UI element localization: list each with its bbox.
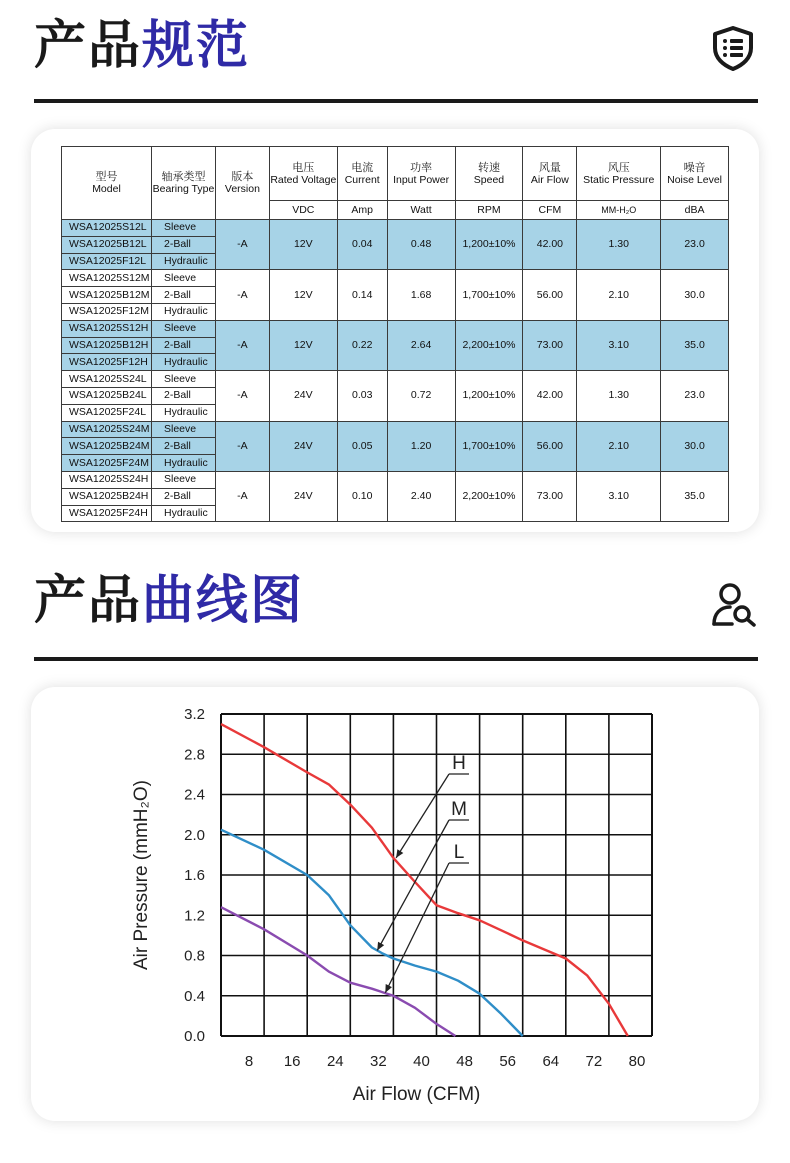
model-cell: WSA12025B12M [62, 287, 152, 304]
airflow-cell: 56.00 [523, 421, 577, 471]
model-cell: WSA12025B12H [62, 337, 152, 354]
model-cell: WSA12025S24L [62, 371, 152, 388]
x-tick-label: 32 [370, 1053, 387, 1070]
bearing-cell: Hydraulic [151, 505, 215, 522]
airflow-cell: 42.00 [523, 220, 577, 270]
bearing-cell: 2-Ball [151, 387, 215, 404]
y-tick-label: 0.4 [184, 987, 205, 1005]
power-cell: 1.20 [387, 421, 455, 471]
user-search-icon[interactable] [710, 580, 758, 628]
version-cell: -A [215, 371, 269, 421]
voltage-cell: 24V [269, 371, 337, 421]
header-zh: 电压 [292, 160, 315, 174]
model-cell: WSA12025S24H [62, 471, 152, 488]
header-zh: 功率 [410, 160, 433, 174]
bearing-cell: Sleeve [151, 421, 215, 438]
airflow-cell: 56.00 [523, 270, 577, 320]
curve-section-title [34, 571, 305, 631]
x-tick-label: 80 [628, 1053, 646, 1070]
header-unit: Watt [387, 201, 455, 220]
header-en: Rated Voltage [270, 173, 337, 186]
x-tick-label: 56 [499, 1053, 517, 1070]
shield-list-icon[interactable] [709, 24, 757, 72]
header-cell [455, 147, 523, 201]
bearing-cell: 2-Ball [151, 287, 215, 304]
y-tick-label: 3.2 [184, 706, 205, 723]
header-en: Noise Level [667, 173, 722, 186]
x-tick-label: 24 [326, 1053, 344, 1070]
y-tick-label: 1.6 [184, 867, 205, 884]
bearing-cell: Sleeve [151, 220, 215, 237]
header-zh: 轴承类型 [161, 170, 206, 183]
voltage-cell: 24V [269, 421, 337, 471]
model-cell: WSA12025S12L [62, 220, 152, 237]
pq-curve-chart [31, 687, 759, 1121]
noise-cell: 23.0 [661, 371, 729, 421]
header-cell [387, 147, 455, 201]
y-tick-label: 2.0 [184, 826, 205, 844]
bearing-cell: 2-Ball [151, 438, 215, 455]
power-cell: 0.48 [387, 220, 455, 270]
x-axis-label: Air Flow (CFM) [352, 1084, 481, 1105]
header-unit: CFM [523, 201, 577, 220]
header-unit: RPM [455, 201, 523, 220]
header-zh: 转速 [477, 160, 500, 174]
bearing-cell: Hydraulic [151, 354, 215, 371]
header-en: Static Pressure [583, 173, 655, 186]
version-cell: -A [215, 471, 269, 521]
header-zh: 型号 [95, 170, 118, 183]
header-unit: MM-H₂O [577, 201, 661, 220]
voltage-cell: 24V [269, 471, 337, 521]
y-tick-label: 0.0 [184, 1028, 205, 1045]
voltage-cell: 12V [269, 220, 337, 270]
header-cell [215, 147, 269, 220]
power-cell: 1.68 [387, 270, 455, 320]
airflow-cell: 42.00 [523, 371, 577, 421]
version-cell: -A [215, 421, 269, 471]
model-cell: WSA12025B24M [62, 438, 152, 455]
speed-cell: 1,200±10% [455, 371, 523, 421]
model-cell: WSA12025F12H [62, 354, 152, 371]
power-cell: 0.72 [387, 371, 455, 421]
curve-divider [34, 657, 758, 661]
header-zh: 版本 [231, 170, 254, 183]
noise-cell: 30.0 [661, 270, 729, 320]
noise-cell: 35.0 [661, 471, 729, 521]
pressure-cell: 1.30 [577, 371, 661, 421]
header-cell [337, 147, 387, 201]
airflow-cell: 73.00 [523, 320, 577, 370]
annotation-label-h: H [452, 753, 466, 774]
header-cell [62, 147, 152, 220]
header-en: Air Flow [530, 173, 569, 186]
header-en: Bearing Type [152, 183, 215, 195]
spec-section-title [34, 16, 251, 76]
model-cell: WSA12025S12H [62, 320, 152, 337]
speed-cell: 1,700±10% [455, 270, 523, 320]
spec-title-accent: 规范 [142, 16, 251, 76]
pressure-cell: 2.10 [577, 270, 661, 320]
header-cell [523, 147, 577, 201]
power-cell: 2.40 [387, 471, 455, 521]
bearing-cell: Hydraulic [151, 303, 215, 320]
y-tick-label: 1.2 [184, 907, 205, 925]
pressure-cell: 3.10 [577, 320, 661, 370]
table-row [62, 421, 729, 438]
voltage-cell: 12V [269, 270, 337, 320]
header-en: Model [92, 183, 121, 195]
current-cell: 0.10 [337, 471, 387, 521]
header-unit: VDC [269, 201, 337, 220]
bearing-cell: 2-Ball [151, 488, 215, 505]
header-zh: 风量 [538, 160, 561, 174]
spec-table [61, 146, 729, 522]
model-cell: WSA12025S24M [62, 421, 152, 438]
model-cell: WSA12025F24M [62, 455, 152, 472]
header-en: Speed [473, 173, 505, 186]
pressure-cell: 2.10 [577, 421, 661, 471]
version-cell: -A [215, 270, 269, 320]
voltage-cell: 12V [269, 320, 337, 370]
pressure-cell: 1.30 [577, 220, 661, 270]
table-row [62, 471, 729, 488]
header-en: Version [224, 183, 260, 195]
x-tick-label: 64 [542, 1053, 560, 1070]
bearing-cell: Hydraulic [151, 455, 215, 472]
y-axis-label: Air Pressure (mmH₂O) [131, 780, 152, 970]
model-cell: WSA12025F24H [62, 505, 152, 522]
version-cell: -A [215, 220, 269, 270]
header-zh: 噪音 [683, 160, 706, 174]
curve-title-accent: 曲线图 [142, 571, 305, 631]
bearing-cell: Sleeve [151, 320, 215, 337]
model-cell: WSA12025B12L [62, 236, 152, 253]
x-tick-label: 16 [283, 1053, 301, 1070]
x-tick-label: 40 [413, 1053, 430, 1070]
noise-cell: 35.0 [661, 320, 729, 370]
model-cell: WSA12025F12M [62, 303, 152, 320]
noise-cell: 30.0 [661, 421, 729, 471]
speed-cell: 2,200±10% [455, 471, 523, 521]
header-cell [661, 147, 729, 201]
y-tick-label: 2.8 [184, 746, 205, 764]
speed-cell: 1,200±10% [455, 220, 523, 270]
speed-cell: 2,200±10% [455, 320, 523, 370]
series-line-m [221, 830, 523, 1036]
table-row [62, 220, 729, 237]
pressure-cell: 3.10 [577, 471, 661, 521]
curve-title-main: 产品 [34, 571, 143, 631]
bearing-cell: Hydraulic [151, 253, 215, 270]
bearing-cell: 2-Ball [151, 236, 215, 253]
model-cell: WSA12025F24L [62, 404, 152, 421]
bearing-cell: Sleeve [151, 371, 215, 388]
model-cell: WSA12025F12L [62, 253, 152, 270]
bearing-cell: Sleeve [151, 270, 215, 287]
bearing-cell: 2-Ball [151, 337, 215, 354]
annotation-arrow-h [396, 774, 449, 858]
table-row [62, 371, 729, 388]
spec-title-main: 产品 [34, 16, 143, 76]
current-cell: 0.14 [337, 270, 387, 320]
model-cell: WSA12025B24L [62, 387, 152, 404]
current-cell: 0.05 [337, 421, 387, 471]
arrowhead [396, 849, 403, 858]
curve-card [31, 687, 759, 1121]
header-unit: dBA [661, 201, 729, 220]
y-tick-label: 2.4 [184, 786, 205, 804]
version-cell: -A [215, 320, 269, 370]
spec-divider [34, 99, 758, 103]
header-zh: 电流 [351, 160, 374, 174]
header-zh: 风压 [607, 160, 630, 174]
noise-cell: 23.0 [661, 220, 729, 270]
x-tick-label: 8 [244, 1053, 254, 1070]
x-tick-label: 72 [585, 1053, 603, 1070]
speed-cell: 1,700±10% [455, 421, 523, 471]
y-tick-label: 0.8 [184, 947, 205, 965]
header-en: Current [344, 173, 380, 186]
current-cell: 0.22 [337, 320, 387, 370]
header-unit: Amp [337, 201, 387, 220]
bearing-cell: Hydraulic [151, 404, 215, 421]
power-cell: 2.64 [387, 320, 455, 370]
model-cell: WSA12025S12M [62, 270, 152, 287]
spec-card [31, 129, 759, 532]
airflow-cell: 73.00 [523, 471, 577, 521]
series-line-h [221, 724, 628, 1036]
header-cell [151, 147, 215, 220]
annotation-label-l: L [453, 842, 465, 863]
series-line-l [221, 907, 455, 1036]
header-cell [577, 147, 661, 201]
current-cell: 0.04 [337, 220, 387, 270]
header-cell [269, 147, 337, 201]
annotation-label-m: M [451, 799, 467, 820]
x-tick-label: 48 [456, 1053, 473, 1070]
current-cell: 0.03 [337, 371, 387, 421]
header-en: Input Power [393, 173, 450, 186]
bearing-cell: Sleeve [151, 471, 215, 488]
model-cell: WSA12025B24H [62, 488, 152, 505]
table-row [62, 270, 729, 287]
table-row [62, 320, 729, 337]
